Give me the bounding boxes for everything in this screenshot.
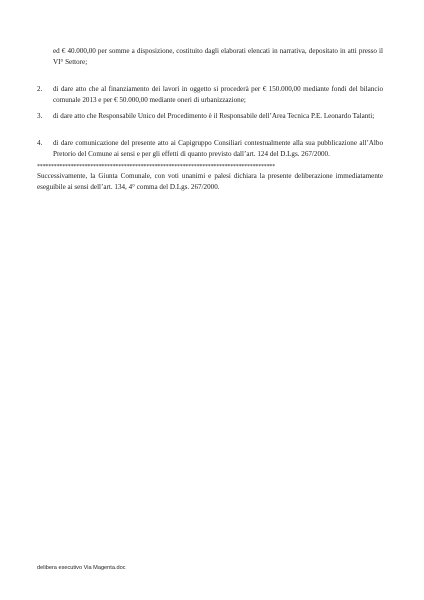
- asterisk-separator: *************************************************************************************: [37, 164, 276, 170]
- list-item-text: di dare atto che al finanziamento dei lavori in oggetto si procederà per € 150.000,00 mediante fondi del bilancio comunale 2013 e per € 50.000,00 mediante oneri di urbanizzazione;: [53, 85, 383, 104]
- footer-filename: delibera esecutivo Via Magenta.doc: [37, 565, 126, 571]
- list-item-number: 2.: [37, 85, 43, 93]
- list-item-text: di dare comunicazione del presente atto ai Capigruppo Consiliari contestualmente alla sua pubblicazione all’Albo Pretorio del Comune ai sensi e per gli effetti di quanto previsto dall’art. 124 del D.Lgs. 267/2000.: [53, 139, 383, 158]
- closing-paragraph: Successivamente, la Giunta Comunale, con voti unanimi e palesi dichiara la presente deliberazione immediatamente eseguibile ai sensi dell’art. 134, 4° comma del D.Lgs. 267/2000.: [37, 172, 383, 191]
- intro-paragraph: ed € 40.000,00 per somme a disposizione, costituito dagli elaborati elencati in narrativa, depositato in atti presso il VI° Settore;: [53, 47, 383, 66]
- list-item-text: di dare atto che Responsabile Unico del Procedimento è il Responsabile dell’Area Tecnica P.E. Leonardo Talanti;: [53, 112, 375, 120]
- list-item-number: 4.: [37, 139, 43, 147]
- list-item-number: 3.: [37, 112, 43, 120]
